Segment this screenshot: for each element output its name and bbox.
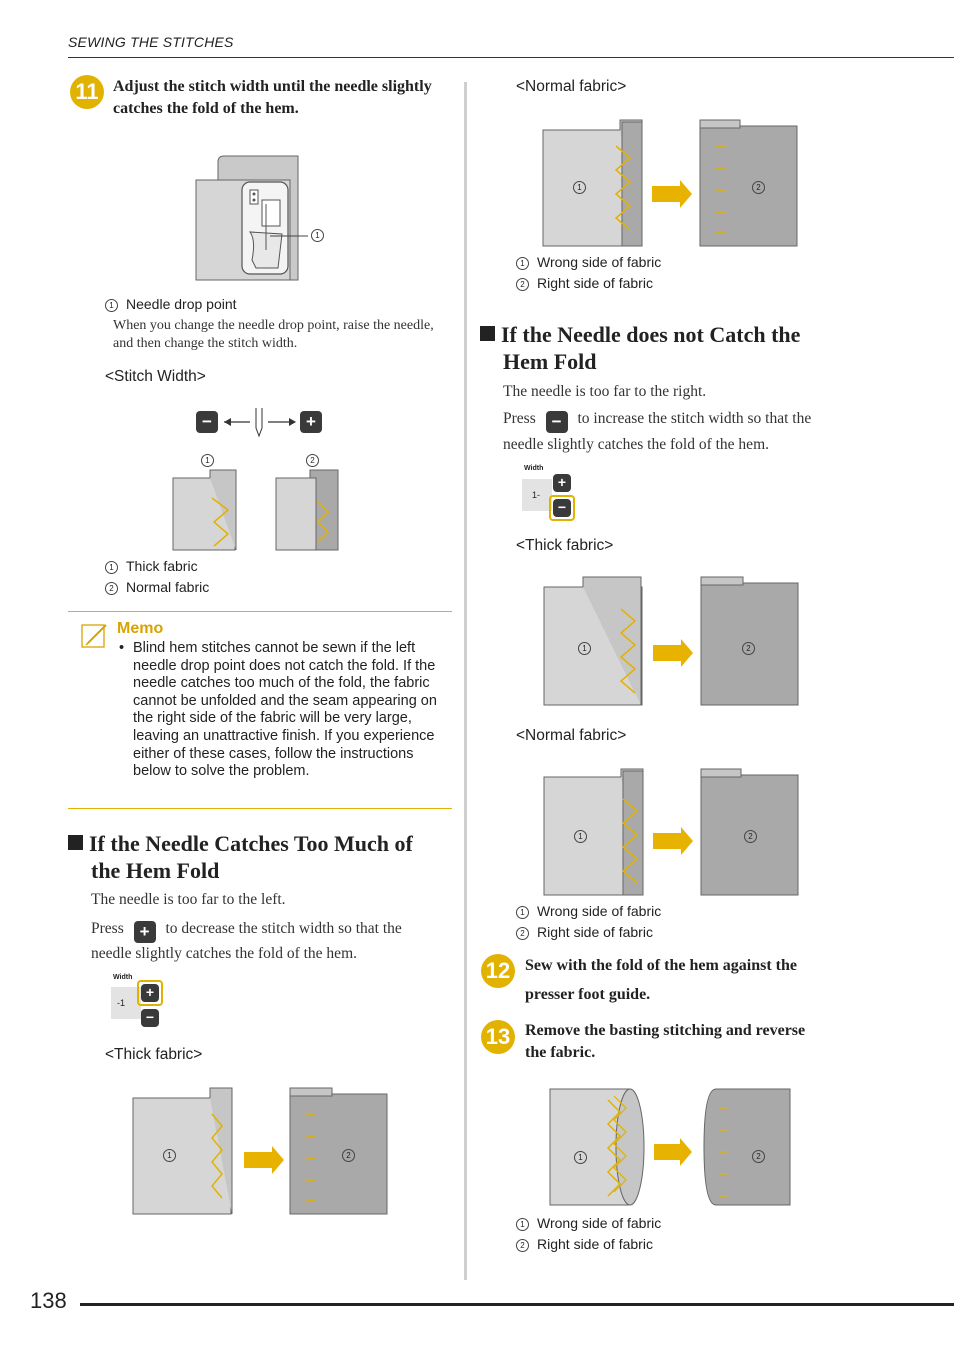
width-panel-value: 1- xyxy=(532,490,541,500)
step-11-badge: 11 xyxy=(70,75,104,109)
caption-thick-fabric xyxy=(105,558,198,574)
width-panel-value: -1 xyxy=(117,998,126,1008)
too-much-line3: needle slightly catches the fold of the hem. xyxy=(91,945,357,962)
section-title-not-catch: If the Needle does not Catch the xyxy=(480,321,800,348)
memo-bullet: • xyxy=(119,640,125,656)
step-13-text-line1: Remove the basting stitching and reverse xyxy=(525,1022,806,1039)
caption-text: Wrong side of fabric xyxy=(537,1215,662,1231)
step-12-badge: 12 xyxy=(481,954,515,988)
caption-number: 2 xyxy=(105,582,118,595)
not-catch-press-line: Press − to increase the stitch width so that the xyxy=(503,410,812,431)
section-bullet-icon xyxy=(68,835,83,850)
section-title-not-catch-line2: Hem Fold xyxy=(503,349,597,374)
figure-number: 1 xyxy=(201,454,214,467)
caption-text: Right side of fabric xyxy=(537,1236,653,1252)
caption-number: 2 xyxy=(516,927,529,940)
caption-wrong-side xyxy=(516,903,661,919)
column-divider xyxy=(464,82,467,1280)
caption-number: 1 xyxy=(105,561,118,574)
figure-number: 1 xyxy=(163,1149,176,1162)
not-catch-line3: needle slightly catches the fold of the hem. xyxy=(503,436,769,453)
figure-number: 1 xyxy=(578,642,591,655)
caption-number: 2 xyxy=(516,278,529,291)
needle-drop-note: When you change the needle drop point, raise the needle, and then change the stitch width. xyxy=(113,318,434,351)
step-12-text-line2: presser foot guide. xyxy=(525,986,651,1003)
step-11-text: Adjust the stitch width until the needle slightly catches the fold of the hem. xyxy=(113,78,432,117)
figure-number: 2 xyxy=(342,1149,355,1162)
figure-number: 1 xyxy=(574,830,587,843)
too-much-line1: The needle is too far to the left. xyxy=(91,891,286,908)
width-panel-label: Width xyxy=(113,974,133,981)
too-much-press-line: Press + to decrease the stitch width so that the xyxy=(91,920,402,941)
figure-marker: 1 xyxy=(311,229,324,242)
minus-button-icon: − xyxy=(141,1009,159,1027)
plus-button-icon: + xyxy=(141,984,159,1002)
step-13-text-line2: the fabric. xyxy=(525,1044,596,1061)
memo-title: Memo xyxy=(117,620,164,637)
minus-button-icon: − xyxy=(546,411,568,433)
fabric-width-illustration xyxy=(170,468,345,552)
figure-number: 1 xyxy=(574,1151,587,1164)
caption-number: 1 xyxy=(516,906,529,919)
thick-fabric-label: <Thick fabric> xyxy=(516,537,614,554)
needle-direction-icon xyxy=(222,406,298,440)
section-title-too-much: If the Needle Catches Too Much of xyxy=(68,830,413,857)
caption-wrong-side xyxy=(516,254,661,270)
fabric-reversed-illustration xyxy=(548,1086,796,1208)
figure-number: 1 xyxy=(573,181,586,194)
page-number: 138 xyxy=(30,1288,67,1313)
step-12-text-line1: Sew with the fold of the hem against the xyxy=(525,957,797,974)
figure-number: 2 xyxy=(752,1150,765,1163)
caption-right-side xyxy=(516,924,653,940)
section-bullet-icon xyxy=(480,326,495,341)
plus-button-icon: + xyxy=(134,921,156,943)
caption-right-side xyxy=(516,275,653,291)
caption-number: 2 xyxy=(516,1239,529,1252)
normal-fabric-label: <Normal fabric> xyxy=(516,727,627,744)
caption-text: Wrong side of fabric xyxy=(537,903,662,919)
normal-fabric-label: <Normal fabric> xyxy=(516,78,627,95)
minus-button-icon: − xyxy=(553,499,571,517)
figure-number: 2 xyxy=(752,181,765,194)
memo-text: Blind hem stitches cannot be sewn if the left needle drop point does not catch the fold. If the needle catches too much of the fold, the fabric cannot be unfolded and the seam appearing on the right side of the fabric will be very large, leaving an unattractive finish. If you experience either of these cases, follow the instructions below to solve the problem. xyxy=(133,640,437,780)
fabric-before-after-illustration xyxy=(541,575,803,707)
caption-text: Right side of fabric xyxy=(537,275,653,291)
figure-number: 2 xyxy=(744,830,757,843)
figure-number: 2 xyxy=(742,642,755,655)
presser-foot-illustration xyxy=(190,150,340,285)
plus-button-icon: + xyxy=(300,411,322,433)
caption-wrong-side xyxy=(516,1215,661,1231)
caption-needle-drop-point xyxy=(105,296,237,312)
step-13-badge: 13 xyxy=(481,1020,515,1054)
figure-number: 2 xyxy=(306,454,319,467)
memo-pencil-icon xyxy=(80,621,110,651)
caption-right-side xyxy=(516,1236,653,1252)
width-panel-label: Width xyxy=(524,465,544,472)
caption-text: Right side of fabric xyxy=(537,924,653,940)
not-catch-line1: The needle is too far to the right. xyxy=(503,383,707,400)
caption-text: Wrong side of fabric xyxy=(537,254,662,270)
running-header: SEWING THE STITCHES xyxy=(68,34,234,50)
footer-rule xyxy=(80,1303,954,1306)
minus-button-icon: − xyxy=(196,411,218,433)
stitch-width-label: <Stitch Width> xyxy=(105,368,206,385)
header-rule xyxy=(68,57,954,58)
caption-number: 1 xyxy=(516,257,529,270)
thick-fabric-label: <Thick fabric> xyxy=(105,1046,203,1063)
caption-text: Normal fabric xyxy=(126,579,210,595)
caption-normal-fabric xyxy=(105,579,209,595)
plus-button-icon: + xyxy=(553,474,571,492)
caption-text: Needle drop point xyxy=(126,296,237,312)
section-title-too-much-line2: the Hem Fold xyxy=(91,858,220,883)
caption-text: Thick fabric xyxy=(126,558,198,574)
caption-number: 1 xyxy=(516,1218,529,1231)
caption-number: 1 xyxy=(105,299,118,312)
